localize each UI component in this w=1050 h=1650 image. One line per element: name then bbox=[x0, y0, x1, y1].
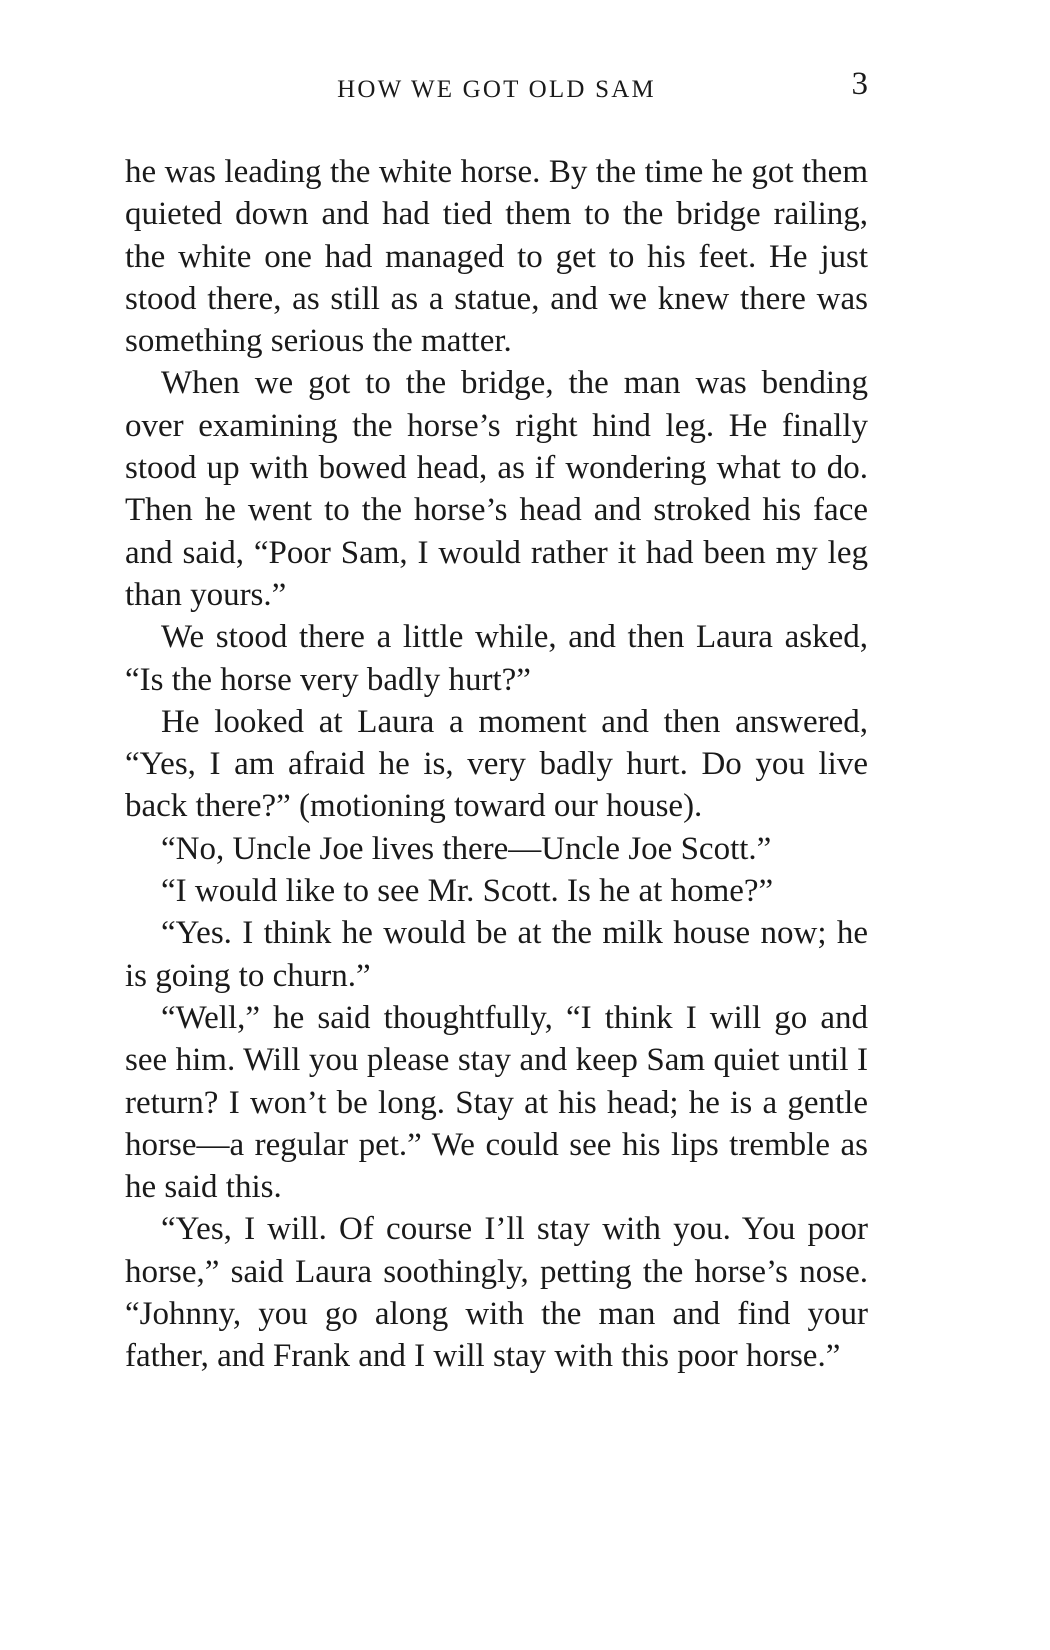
running-title: HOW WE GOT OLD SAM bbox=[337, 76, 656, 103]
body-text bbox=[125, 151, 868, 1378]
paragraph: “Yes. I think he would be at the milk house now; he is going to churn.” bbox=[125, 915, 868, 994]
paragraph: He looked at Laura a moment and then answered, “Yes, I am afraid he is, very badly hurt. Do you live back there?” (motioning toward our house). bbox=[125, 703, 868, 825]
paragraph: We stood there a little while, and then Laura asked, “Is the horse very badly hurt?” bbox=[125, 619, 868, 698]
paragraph: “No, Uncle Joe lives there—Uncle Joe Scott.” bbox=[161, 830, 772, 867]
paragraph: When we got to the bridge, the man was bending over examining the horse’s right hind leg. He finally stood up with bowed head, as if wondering what to do. Then he went to the horse’s head and stroked his face and said, “Poor Sam, I would rather it had been my leg than yours.” bbox=[125, 365, 868, 613]
paragraph: “I would like to see Mr. Scott. Is he at home?” bbox=[161, 873, 774, 910]
page-number: 3 bbox=[851, 66, 868, 102]
paragraph: he was leading the white horse. By the time he got them quieted down and had tied them to the bridge railing, the white one had managed to get to his feet. He just stood there, as still as a statue, and we knew there was something serious the matter. bbox=[125, 154, 868, 360]
running-head bbox=[125, 66, 868, 110]
paragraph: “Well,” he said thoughtfully, “I think I will go and see him. Will you please stay and keep Sam quiet until I return? I won’t be long. Stay at his head; he is a gentle horse—a regular pet.” We could see his lips tremble as he said this. bbox=[125, 999, 868, 1206]
paragraph: “Yes, I will. Of course I’ll stay with you. You poor horse,” said Laura soothingly, petting the horse’s nose. “Johnny, you go along with the man and find your father, and Frank and I will stay with this poor horse.” bbox=[125, 1211, 868, 1375]
